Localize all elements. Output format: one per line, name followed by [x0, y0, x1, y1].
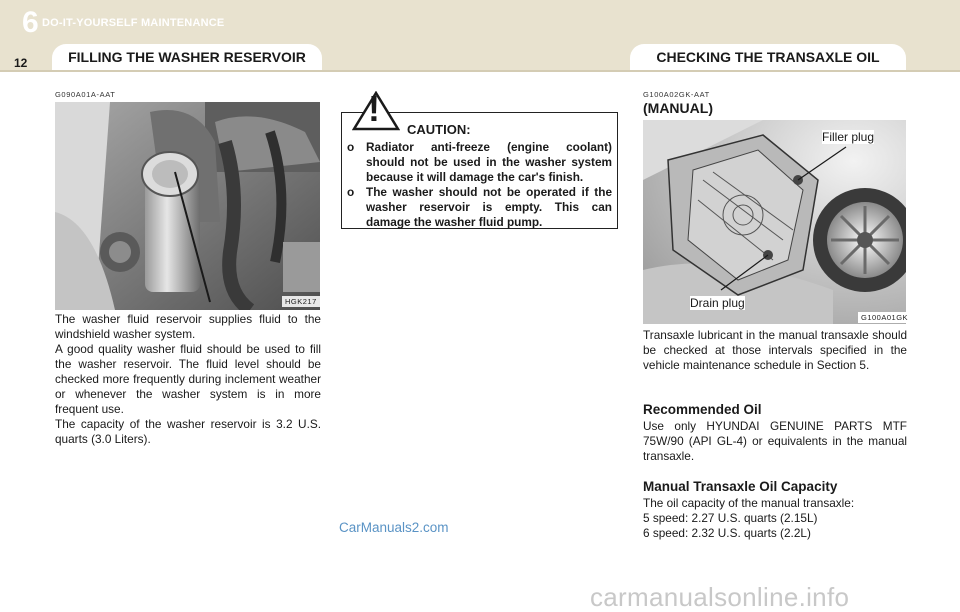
chapter-number: 6 [22, 6, 39, 39]
transaxle-photo [643, 120, 906, 324]
caution-bullet: o [347, 185, 355, 199]
recommended-oil-text: Use only HYUNDAI GENUINE PARTS MTF 75W/90 (API GL-4) or equivalents in the manual transaxle. [643, 419, 907, 463]
capacity-line: The oil capacity of the manual transaxle: [643, 496, 855, 510]
drain-plug-label: Drain plug [690, 296, 745, 310]
paragraph: A good quality washer fluid should be used to fill the washer reservoir. The fluid level should be checked more frequently during inclement weather or whenever the washer system is in more frequent use. [55, 342, 321, 416]
section-tab-label: CHECKING THE TRANSAXLE OIL [656, 49, 880, 65]
page-number: 12 [14, 56, 28, 70]
caution-bullet: o [347, 140, 355, 154]
caution-item [342, 140, 612, 185]
carmanuals-watermark-link[interactable]: CarManuals2.com [339, 520, 449, 535]
washer-reservoir-text [55, 312, 321, 447]
caution-item-text: Radiator anti-freeze (engine coolant) should not be used in the washer system because it will damage the car's finish. [366, 140, 612, 184]
engine-bay-photo [55, 102, 320, 310]
capacity-line: 6 speed: 2.32 U.S. quarts (2.2L) [643, 526, 811, 540]
section-tab-transaxle-oil [630, 44, 906, 70]
header-divider [0, 70, 960, 72]
section-tab-washer-reservoir [52, 44, 322, 70]
footer-watermark: carmanualsonline.info [590, 582, 850, 612]
photo-reference-tag: HGK217 [282, 296, 320, 307]
section-tab-label: FILLING THE WASHER RESERVOIR [68, 49, 306, 65]
caution-box [341, 88, 618, 229]
oil-capacity-heading: Manual Transaxle Oil Capacity [643, 479, 838, 494]
filler-plug-label: Filler plug [822, 130, 875, 144]
caution-title: CAUTION: [407, 122, 471, 137]
paragraph: The capacity of the washer reservoir is 3.2 U.S. quarts (3.0 Liters). [55, 417, 321, 446]
manual-heading: (MANUAL) [643, 100, 713, 116]
reference-code: G100A02GK-AAT [643, 90, 710, 99]
chapter-title: DO-IT-YOURSELF MAINTENANCE [42, 17, 225, 29]
caution-item [342, 185, 612, 230]
recommended-oil-heading: Recommended Oil [643, 402, 762, 417]
transaxle-intro-text: Transaxle lubricant in the manual transaxle should be checked at those intervals specified in the vehicle maintenance schedule in Section 5. [643, 328, 907, 372]
exclamation-mark: ! [368, 88, 380, 129]
caution-item-text: The washer should not be operated if the washer reservoir is empty. This can damage the washer fluid pump. [366, 185, 612, 229]
reference-code: G090A01A-AAT [55, 90, 116, 99]
transaxle-illustration [643, 120, 906, 324]
oil-capacity-text [643, 496, 907, 541]
photo-reference-tag: G100A01GK [858, 312, 911, 323]
capacity-line: 5 speed: 2.27 U.S. quarts (2.15L) [643, 511, 818, 525]
paragraph: The washer fluid reservoir supplies fluid to the windshield washer system. [55, 312, 321, 341]
engine-bay-illustration [55, 102, 320, 310]
